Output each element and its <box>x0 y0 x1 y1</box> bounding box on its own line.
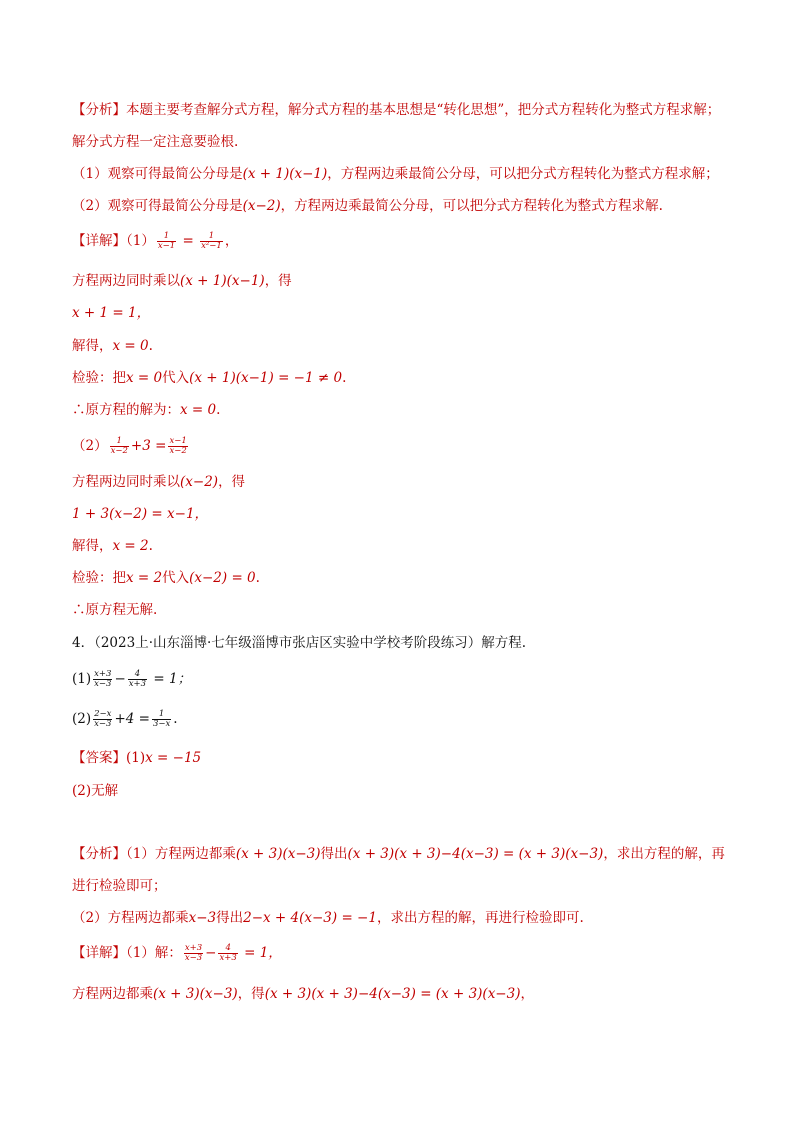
text: ，求出方程的解，再进行检验即可. <box>376 910 584 926</box>
detail-2-step-2: 1 + 3(x−2) = x−1， <box>72 506 209 522</box>
text: ，方程两边乘最简公分母，可以把分式方程转化为整式方程求解. <box>280 198 663 214</box>
analysis-4-line-3 <box>72 909 584 927</box>
numerator: 1 <box>163 231 170 241</box>
fraction <box>152 710 171 729</box>
text: ，求出方程的解，再 <box>603 846 725 862</box>
analysis-line-3 <box>72 165 719 183</box>
text: . <box>255 570 260 586</box>
denominator: x−3 <box>94 719 112 729</box>
minus: − <box>114 671 126 687</box>
denominator: x²−1 <box>201 241 222 251</box>
math: (x + 1)(x−1) <box>242 166 328 182</box>
denominator: x+3 <box>128 679 147 689</box>
label: (2) <box>72 711 92 727</box>
fraction <box>93 670 112 689</box>
text: ，得 <box>237 986 265 1002</box>
question-4-part-2 <box>72 710 178 729</box>
math: x = 2 <box>126 570 163 586</box>
denominator: x−1 <box>157 241 176 251</box>
detail-1-step-1 <box>72 272 292 290</box>
plus-four-equals: +4 = <box>114 711 150 727</box>
denominator: x−3 <box>94 679 112 689</box>
text: 得出 <box>320 846 348 862</box>
fraction <box>200 232 223 251</box>
text: ，方程两边乘最简公分母，可以把分式方程转化为整式方程求解； <box>327 166 719 182</box>
detail-1-step-5 <box>72 401 220 419</box>
question-4-title: 4．（2023上·山东淄博·七年级淄博市张店区实验中学校考阶段练习）解方程. <box>72 635 527 651</box>
numerator: x+3 <box>94 669 112 679</box>
fraction <box>93 710 112 729</box>
denominator: x−2 <box>110 446 128 456</box>
text: 解得， <box>72 338 113 354</box>
math: x = −15 <box>145 750 202 766</box>
math: (x−2) <box>242 198 281 214</box>
detail-2-step-5: ∴原方程无解. <box>72 602 158 618</box>
text: ，得 <box>264 273 292 289</box>
text: （2）方程两边都乘 <box>72 910 189 926</box>
text: 代入 <box>162 370 190 386</box>
detail-4-equation <box>72 944 282 963</box>
fraction <box>157 232 176 251</box>
numerator: 4 <box>225 943 231 953</box>
rhs: = 1， <box>239 945 282 961</box>
minus: − <box>205 945 217 961</box>
denominator: x+3 <box>219 953 237 963</box>
label: （2） <box>72 438 108 454</box>
math: (x−2) <box>180 474 219 490</box>
text: （2）观察可得最简公分母是 <box>72 198 243 214</box>
text: ∴原方程的解为： <box>72 402 180 418</box>
math: (x−2) = 0 <box>189 570 256 586</box>
text: . <box>342 370 347 386</box>
detail-2-step-1 <box>72 473 245 491</box>
fraction <box>110 437 129 456</box>
denominator: x−3 <box>184 953 203 963</box>
detail-2-equation <box>72 437 190 456</box>
label: 【详解】（1）解： <box>72 945 182 961</box>
math: x = 2 <box>112 538 149 554</box>
text: 【分析】（1）方程两边都乘 <box>72 846 236 862</box>
text: ， <box>224 233 239 249</box>
text: . <box>148 338 153 354</box>
text: 方程两边同时乘以 <box>72 273 180 289</box>
math: x = 0 <box>180 402 217 418</box>
numerator: 1 <box>158 709 165 719</box>
label: (1) <box>72 671 92 687</box>
math: x = 0 <box>126 370 163 386</box>
detail-1-equation <box>72 232 238 251</box>
rhs: = 1； <box>149 671 192 687</box>
analysis-4-line-2: 进行检验即可； <box>72 878 167 894</box>
fraction <box>128 670 147 689</box>
detail-1-step-3 <box>72 337 153 355</box>
text: ， <box>520 986 534 1002</box>
detail-2-step-4 <box>72 569 260 587</box>
denominator: 3−x <box>152 719 171 729</box>
math: (x + 3)(x−3) <box>153 986 238 1002</box>
label: 【详解】（1） <box>72 233 155 249</box>
analysis-4-line-1 <box>72 845 725 863</box>
numerator: 1 <box>208 231 215 241</box>
math: (x + 1)(x−1) <box>180 273 265 289</box>
analysis-line-1: 【分析】本题主要考查解分式方程，解分式方程的基本思想是“转化思想”，把分式方程转化为整式方程求解； <box>72 102 721 118</box>
detail-2-step-3 <box>72 537 153 555</box>
equals: = <box>178 233 199 249</box>
math: (x + 1)(x−1) = −1 ≠ 0 <box>189 370 343 386</box>
analysis-line-2: 解分式方程一定注意要验根. <box>72 134 239 150</box>
numerator: 2−x <box>94 709 112 719</box>
text: （1）观察可得最简公分母是 <box>72 166 243 182</box>
numerator: 1 <box>116 436 122 446</box>
text: 代入 <box>162 570 190 586</box>
math: 2−x + 4(x−3) = −1 <box>243 910 377 926</box>
question-4-part-1 <box>72 670 191 689</box>
detail-1-step-2: x + 1 = 1， <box>72 305 151 321</box>
text: . <box>173 711 178 727</box>
detail-4-step-1 <box>72 985 534 1003</box>
text: 解得， <box>72 538 113 554</box>
part-label: (1) <box>126 750 146 766</box>
answer-4-line-1 <box>72 749 201 767</box>
text: 方程两边同时乘以 <box>72 474 180 490</box>
fraction <box>168 437 187 456</box>
math: (x + 3)(x + 3)−4(x−3) = (x + 3)(x−3) <box>347 846 604 862</box>
text: 检验：把 <box>72 370 126 386</box>
text: 得出 <box>216 910 244 926</box>
text: . <box>216 402 221 418</box>
detail-1-step-4 <box>72 369 346 387</box>
numerator: 4 <box>134 669 141 679</box>
math: (x + 3)(x−3) <box>235 846 321 862</box>
numerator: x+3 <box>184 943 203 953</box>
text: . <box>148 538 153 554</box>
fraction <box>218 944 237 963</box>
text: 方程两边都乘 <box>72 986 153 1002</box>
math: x = 0 <box>112 338 149 354</box>
text: ，得 <box>218 474 246 490</box>
label: 【答案】 <box>72 750 126 766</box>
analysis-line-4 <box>72 197 663 215</box>
numerator: x−1 <box>169 436 187 446</box>
plus-three-equals: +3 = <box>130 438 167 454</box>
text: 检验：把 <box>72 570 126 586</box>
math: x−3 <box>188 910 217 926</box>
denominator: x−2 <box>169 446 187 456</box>
fraction <box>184 944 203 963</box>
answer-4-line-2: (2)无解 <box>72 783 119 799</box>
math: (x + 3)(x + 3)−4(x−3) = (x + 3)(x−3) <box>264 986 521 1002</box>
